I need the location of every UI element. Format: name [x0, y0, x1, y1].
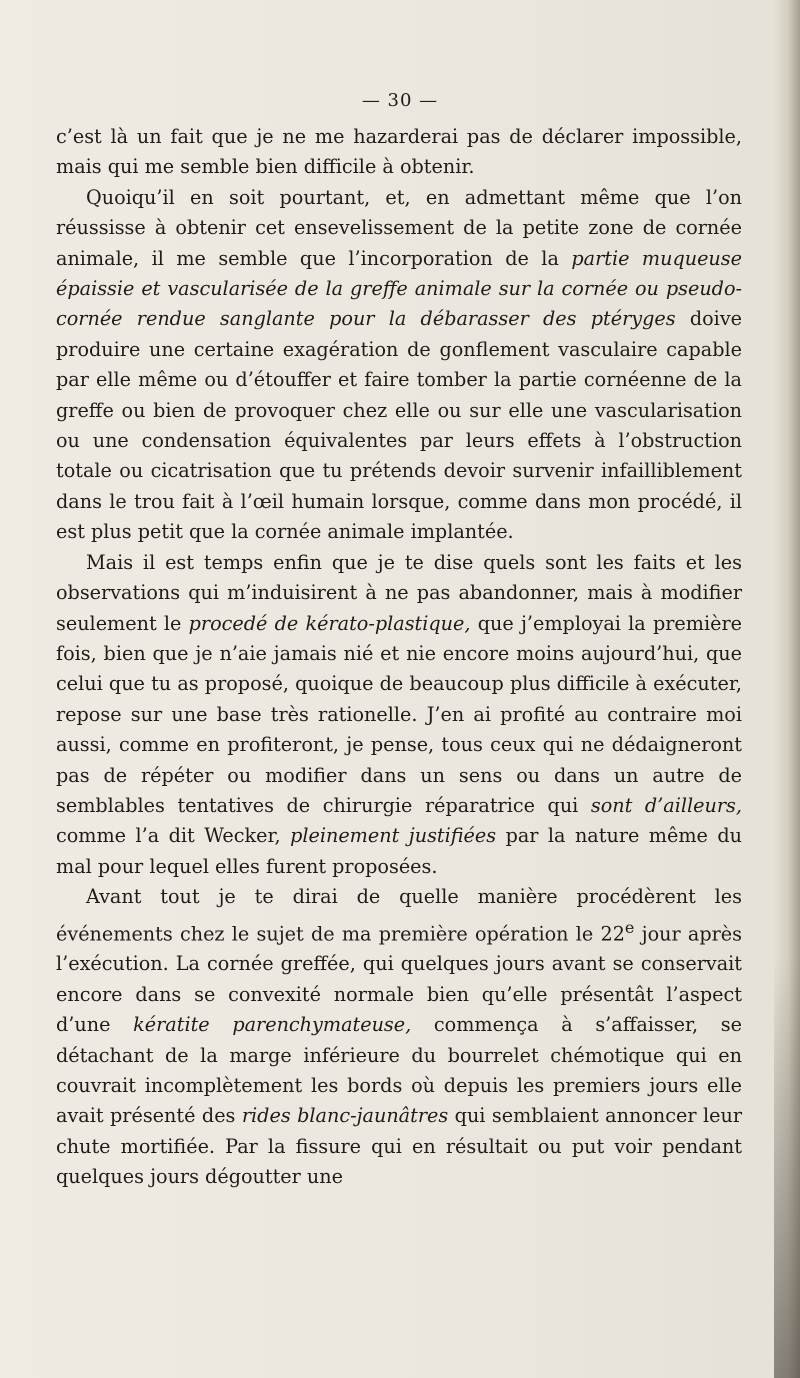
- paragraph: [56, 882, 742, 1192]
- italic-run: procedé de kérato-plastique,: [188, 611, 471, 635]
- text-run: Mais il est temps enfin que je te dise quels sont les faits et les observations qui m’induisirent à ne pas abandonner, mais à modifier seulement le: [56, 550, 742, 635]
- text-run: comme l’a dit Wecker,: [56, 824, 291, 848]
- text-run: Quoiqu’il en soit pourtant, et, en admettant même que l’on réussisse à obtenir cet ensevelissement de la petite zone de cornée animale, il me semble que l’incorporation de la: [56, 185, 742, 270]
- text-run: commença à s’affaisser, se détachant de la marge inférieure du bourrelet chémotique qui en couvrait incomplètement les bords où depuis les premiers jours elle avait présenté des: [56, 1013, 742, 1128]
- text-run: Avant tout je te dirai de quelle manière procédèrent les événements chez le sujet de ma première opération le 22: [56, 885, 742, 945]
- text-run: doive produire une certaine exagération de gonflement vasculaire capable par elle même ou d’étouffer et faire tomber la partie cornéenne de la greffe ou bien de provoquer chez elle ou sur elle une vascularisation ou une condensation équivalentes par leurs effets à l’obstruction totale ou cicatrisation que tu prétends devoir survenir infailliblement dans le trou fait à l’œil humain lorsque, comme dans mon procédé, il est plus petit que la cornée animale implantée.: [56, 307, 743, 544]
- body-text: [56, 122, 742, 1193]
- italic-run: kératite parenchymateuse,: [133, 1013, 412, 1037]
- italic-run: sont d’ailleurs,: [590, 793, 742, 817]
- italic-run: partie muqueuse épaissie et vascularisée de la greffe animale sur la cornée ou pseudo-cornée rendue sanglante pour la débarasser des ptéryges: [56, 246, 742, 331]
- text-run: c’est là un fait que je ne me hazarderai pas de déclarer impossible, mais qui me semble bien difficile à obtenir.: [56, 125, 742, 179]
- text-run: jour après l’exécution. La cornée greffée, qui quelques jours avant se conservait encore dans se convexité normale bien qu’elle présentât l’aspect d’une: [56, 921, 742, 1037]
- paragraph: [56, 548, 742, 882]
- text-run: par la nature même du mal pour lequel elles furent proposées.: [56, 824, 742, 878]
- italic-run: rides blanc-jaunâtres: [241, 1104, 449, 1128]
- italic-run: pleinement justifiées: [290, 824, 497, 848]
- page-number: — 30 —: [361, 90, 439, 111]
- superscript: e: [624, 917, 635, 937]
- text-run: qui semblaient annoncer leur chute mortifiée. Par la fissure qui en résultait ou put voir pendant quelques jours dégoutter une: [56, 1104, 742, 1189]
- paragraph: [56, 122, 742, 183]
- text-run: que j’employai la première fois, bien que je n’aie jamais nié et nie encore moins aujourd’hui, que celui que tu as proposé, quoique de beaucoup plus difficile à exécuter, repose sur une base très rationelle. J’en ai profité au contraire moi aussi, comme en profiteront, je pense, tous ceux qui ne dédaigneront pas de répéter ou modifier dans un sens ou dans un autre de semblables tentatives de chirurgie réparatrice qui: [56, 611, 742, 817]
- paragraph: [56, 183, 742, 548]
- page-corner-shadow: [774, 958, 800, 1378]
